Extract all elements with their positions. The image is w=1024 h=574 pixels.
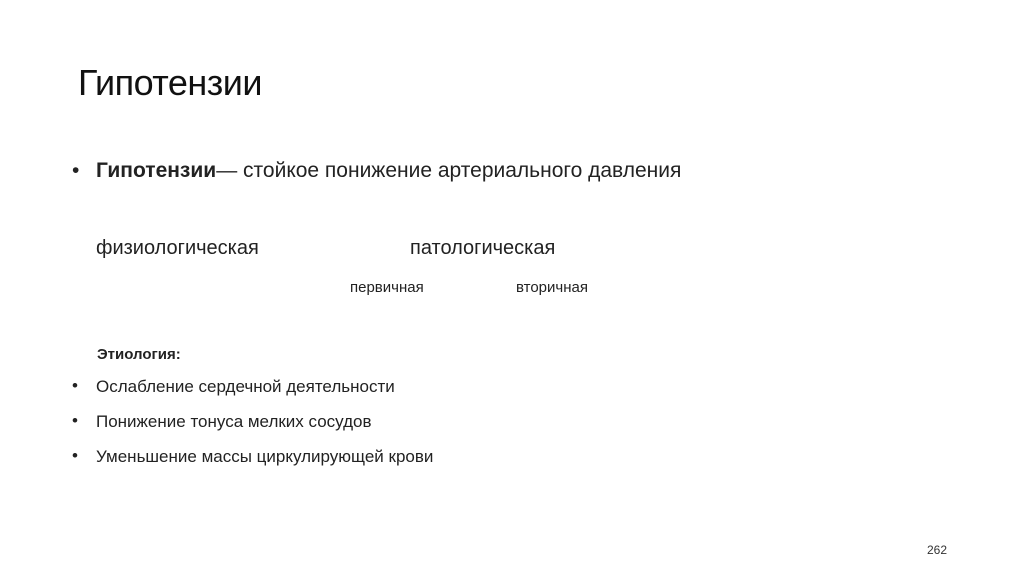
etiology-item: Ослабление сердечной деятельности [96,377,395,396]
subclass-secondary: вторичная [516,279,588,296]
etiology-heading: Этиология: [97,346,181,363]
etiology-item: Понижение тонуса мелких сосудов [96,412,372,431]
slide-title: Гипотензии [78,62,263,103]
page-number: 262 [927,543,948,557]
etiology-bullet: • [72,376,78,395]
definition-text: — стойкое понижение артериального давления [216,159,682,182]
definition-bullet: • [72,159,80,182]
subclass-primary: первичная [350,279,424,296]
etiology-bullet: • [72,446,78,465]
class-physiological: физиологическая [96,237,259,259]
etiology-item: Уменьшение массы циркулирующей крови [96,447,434,466]
class-pathological: патологическая [410,237,556,259]
etiology-bullet: • [72,411,78,430]
definition-term: Гипотензии [96,159,217,182]
definition-line [96,159,681,183]
